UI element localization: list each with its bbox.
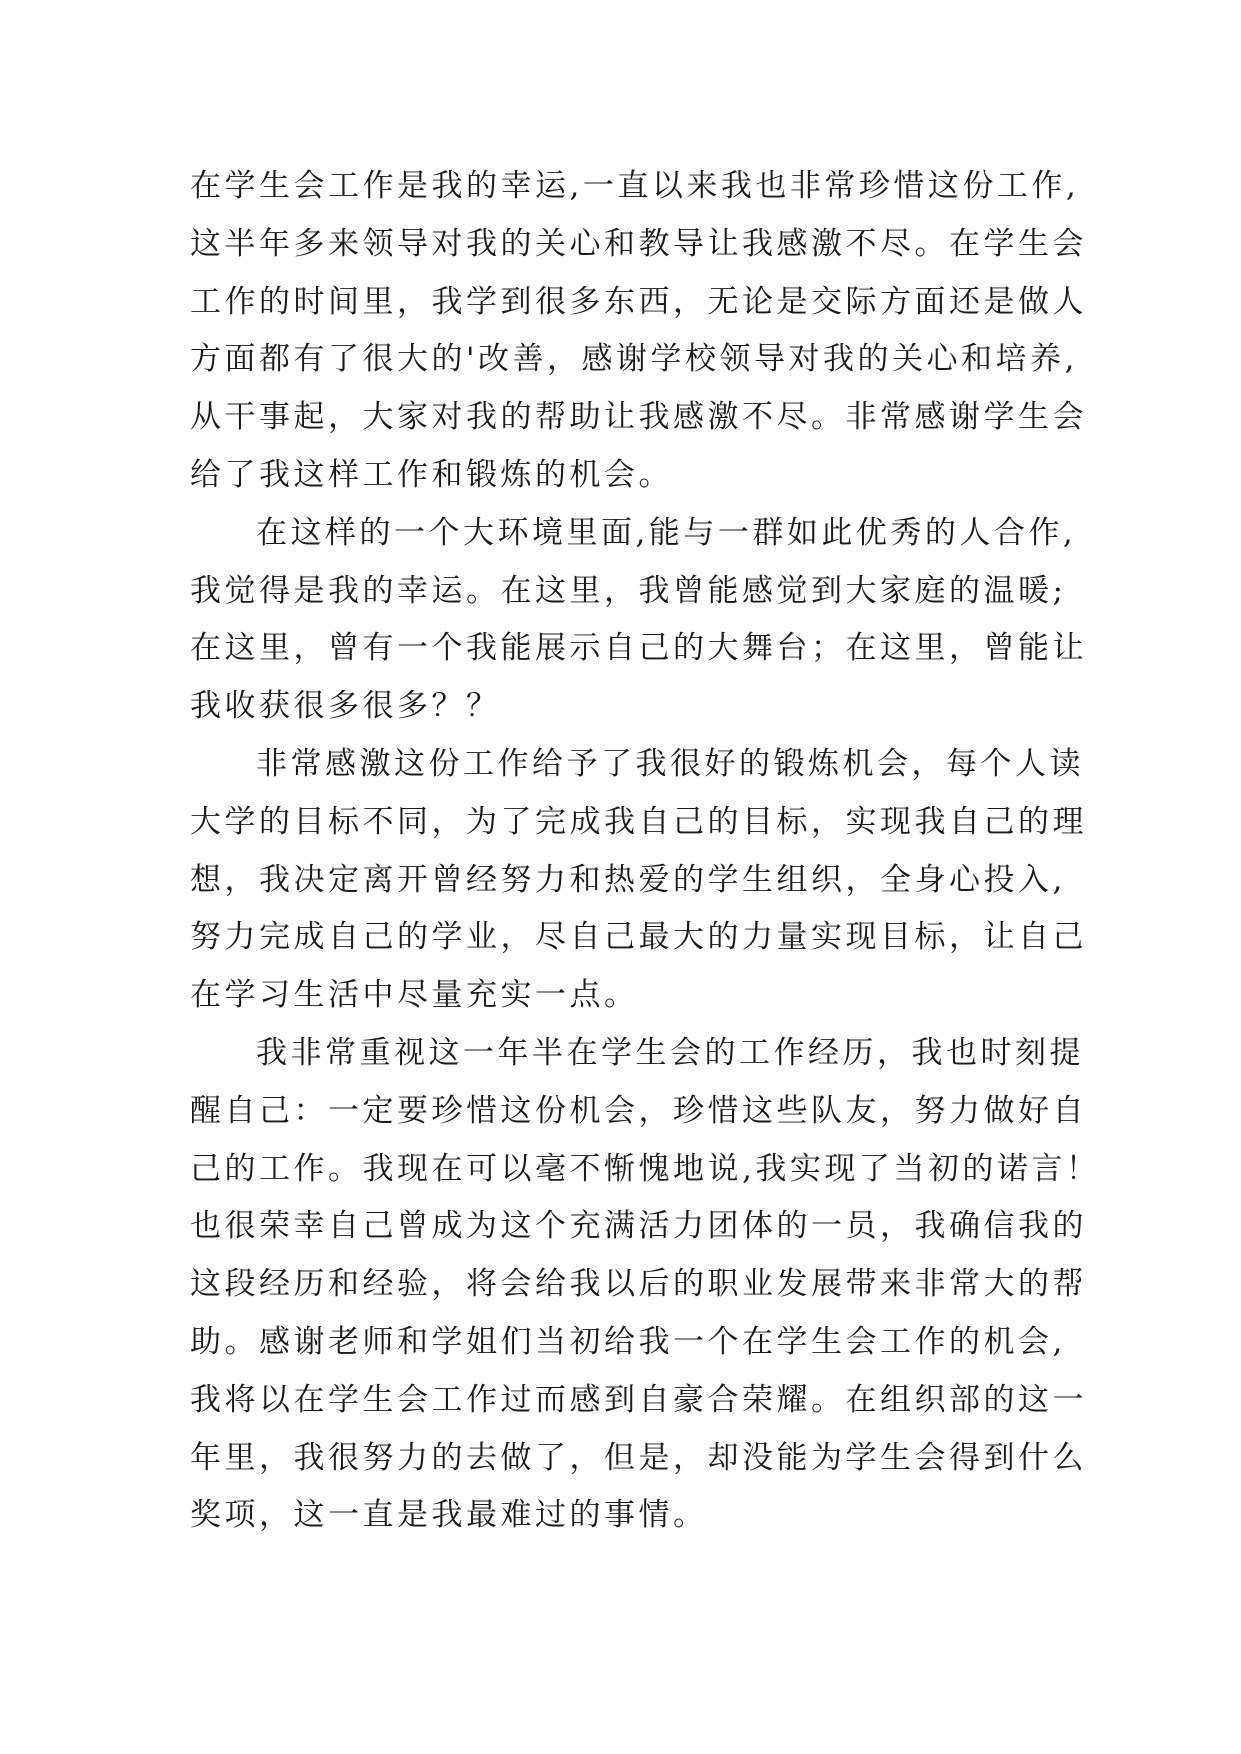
text-line: 在这样的一个大环境里面,能与一群如此优秀的人合作, xyxy=(256,514,1077,551)
text-line: 年里，我很努力的去做了，但是，却没能为学生会得到什么 xyxy=(190,1439,1087,1476)
text-line: 大学的目标不同，为了完成我自己的目标，实现我自己的理 xyxy=(190,803,1087,840)
text-line: 我觉得是我的幸运。在这里，我曾能感觉到大家庭的温暖; xyxy=(190,572,1067,609)
text-line: 努力完成自己的学业，尽自己最大的力量实现目标，让自己 xyxy=(190,919,1087,956)
text-line: 我收获很多很多？？ xyxy=(190,688,501,725)
text-line: 助。感谢老师和学姐们当初给我一个在学生会工作的机会, xyxy=(190,1323,1066,1360)
paragraph-4 xyxy=(190,1025,1101,1545)
document-body xyxy=(190,158,1101,1545)
text-line: 在学生会工作是我的幸运,一直以来我也非常珍惜这份工作, xyxy=(190,168,1080,204)
text-line: 从干事起，大家对我的帮助让我感激不尽。非常感谢学生会 xyxy=(190,399,1087,436)
text-line: 这半年多来领导对我的关心和教导让我感激不尽。在学生会 xyxy=(190,225,1087,262)
paragraph-1 xyxy=(190,158,1090,505)
text-line: 醒自己：一定要珍惜这份机会，珍惜这些队友，努力做好自 xyxy=(190,1092,1087,1129)
text-line: 工作的时间里，我学到很多东西，无论是交际方面还是做人 xyxy=(190,283,1087,320)
text-line: 在这里，曾有一个我能展示自己的大舞台；在这里，曾能让 xyxy=(190,630,1087,667)
text-line: 方面都有了很大的'改善，感谢学校领导对我的关心和培养, xyxy=(190,341,1078,378)
text-line: 己的工作。我现在可以毫不惭愧地说,我实现了当初的诺言！ xyxy=(190,1150,1101,1187)
text-line: 在学习生活中尽量充实一点。 xyxy=(190,977,639,1014)
paragraph-2 xyxy=(190,505,1090,736)
text-line: 也很荣幸自己曾成为这个充满活力团体的一员，我确信我的 xyxy=(190,1208,1087,1245)
text-line: 给了我这样工作和锻炼的机会。 xyxy=(190,456,673,493)
text-line: 我将以在学生会工作过而感到自豪合荣耀。在组织部的这一 xyxy=(190,1381,1087,1418)
text-line: 我非常重视这一年半在学生会的工作经历，我也时刻提 xyxy=(256,1034,1084,1071)
text-line: 非常感激这份工作给予了我很好的锻炼机会，每个人读 xyxy=(256,745,1084,782)
paragraph-3 xyxy=(190,736,1090,1025)
text-line: 想，我决定离开曾经努力和热爱的学生组织，全身心投入, xyxy=(190,861,1066,898)
text-line: 这段经历和经验，将会给我以后的职业发展带来非常大的帮 xyxy=(190,1266,1087,1303)
text-line: 奖项，这一直是我最难过的事情。 xyxy=(190,1497,708,1534)
